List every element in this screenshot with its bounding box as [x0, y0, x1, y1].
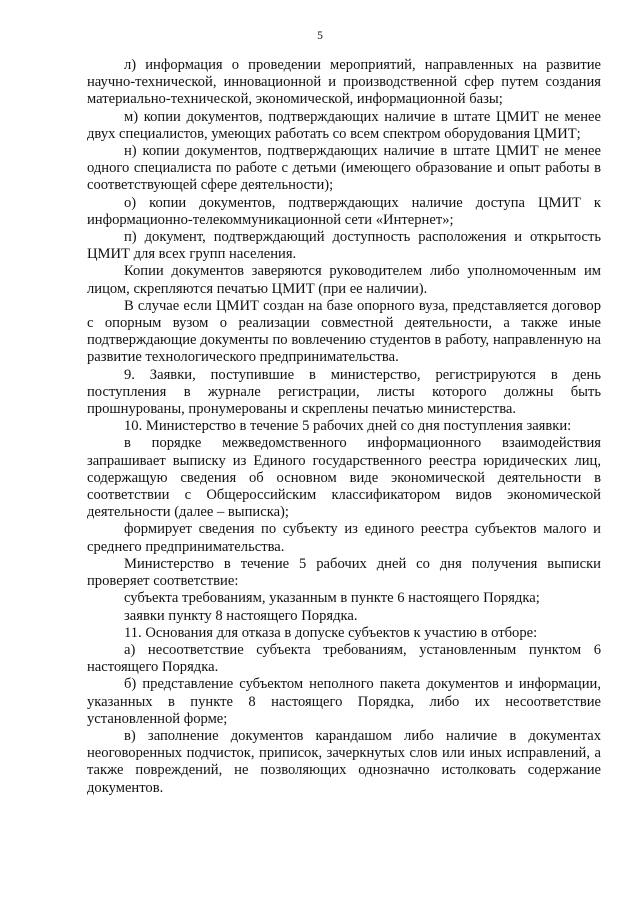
paragraph-certification: Копии документов заверяются руководителем либо уполномоченным им лицом, скрепляются печатью ЦМИТ (при ее наличии). — [87, 263, 601, 297]
paragraph-refusal-b: б) представление субъектом неполного пакета документов и информации, указанных в пункте 8 настоящего Порядка, либо их несоответствие установленной форме; — [87, 676, 601, 727]
paragraph-item-l: л) информация о проведении мероприятий, направленных на развитие научно-технической, инновационной и производственной сфер путем создания материально-технической, экономической, информационной базы; — [87, 57, 601, 108]
paragraph-refusal-v: в) заполнение документов карандашом либо наличие в документах неоговоренных подчисток, приписок, зачеркнутых слов или иных исправлений, а также повреждений, не позволяющих однозначно истолковать содержание документов. — [87, 727, 601, 796]
paragraph-item-m: м) копии документов, подтверждающих наличие в штате ЦМИТ не менее двух специалистов, умеющих работать со всем спектром оборудования ЦМИТ; — [87, 108, 601, 142]
paragraph-interagency-request: в порядке межведомственного информационного взаимодействия запрашивает выписку из Единого государственного реестра юридических лиц, содержащую сведения об основном виде экономической деятельности в соответствии с Общероссийским классификатором видов экономической деятельности (далее – выписка); — [87, 435, 601, 521]
paragraph-university-case: В случае если ЦМИТ создан на базе опорного вуза, представляется договор с опорным вузом о реализации совместной деятельности, а также иные подтверждающие документы по вовлечению студентов в работу, направленную на развитие технологического предпринимательства. — [87, 297, 601, 366]
paragraph-item-n: н) копии документов, подтверждающих наличие в штате ЦМИТ не менее одного специалиста по работе с детьми (имеющего образование и опыт работы в соответствующей сфере деятельности); — [87, 143, 601, 194]
paragraph-ministry-check: Министерство в течение 5 рабочих дней со дня получения выписки проверяет соответствие: — [87, 555, 601, 590]
paragraph-check-subject: субъекта требованиям, указанным в пункте 6 настоящего Порядка; — [124, 590, 540, 607]
paragraph-clause-9: 9. Заявки, поступившие в министерство, регистрируются в день поступления в журнале регистрации, листы которого должны быть прошнурованы, пронумерованы и скреплены печатью министерства. — [87, 366, 601, 418]
paragraph-item-p: п) документ, подтверждающий доступность расположения и открытость ЦМИТ для всех групп населения. — [87, 229, 601, 263]
paragraph-item-o: о) копии документов, подтверждающих наличие доступа ЦМИТ к информационно-телекоммуникационной сети «Интернет»; — [87, 194, 601, 228]
page-number: 5 — [317, 30, 323, 42]
paragraph-refusal-a: а) несоответствие субъекта требованиям, установленным пунктом 6 настоящего Порядка. — [87, 641, 601, 676]
document-body — [87, 57, 601, 797]
paragraph-sme-registry: формирует сведения по субъекту из единого реестра субъектов малого и среднего предпринимательства. — [87, 521, 601, 555]
paragraph-clause-10: 10. Министерство в течение 5 рабочих дней со дня поступления заявки: — [124, 418, 572, 435]
paragraph-clause-11: 11. Основания для отказа в допуске субъектов к участию в отборе: — [124, 624, 538, 641]
paragraph-check-application: заявки пункту 8 настоящего Порядка. — [124, 607, 358, 624]
